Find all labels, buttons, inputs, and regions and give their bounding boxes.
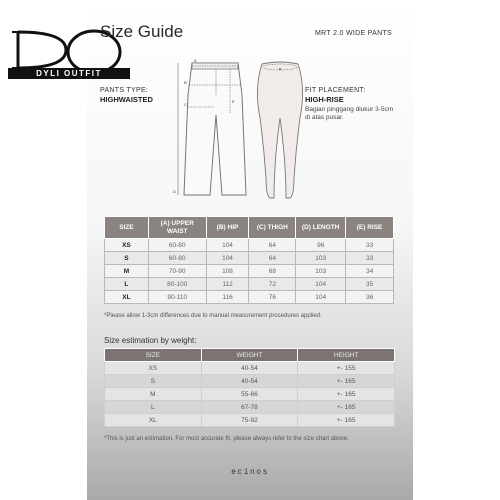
cell-rise: 33 xyxy=(346,252,394,265)
cell-hip: 112 xyxy=(206,278,249,291)
cell-rise: 36 xyxy=(346,291,394,304)
marker-e: E xyxy=(232,99,235,104)
header-upper-waist: (A) UPPER WAIST xyxy=(148,217,206,239)
size-chart-table xyxy=(104,216,394,304)
header-thigh: (C) THIGH xyxy=(249,217,296,239)
cell-thigh: 68 xyxy=(249,265,296,278)
cell-height: +- 165 xyxy=(298,388,395,401)
weight-estimation-table xyxy=(104,348,395,427)
cell-rise: 35 xyxy=(346,278,394,291)
cell-length: 104 xyxy=(296,291,346,304)
marker-d: D xyxy=(173,189,176,194)
table-row xyxy=(105,388,395,401)
header-size: SIZE xyxy=(105,349,202,362)
cell-height: +- 155 xyxy=(298,362,395,375)
cell-upper-waist: 80-100 xyxy=(148,278,206,291)
table-row xyxy=(105,265,394,278)
fit-placement-note: Bagian pinggang diukur 3-5cm di atas pusar. xyxy=(305,106,394,121)
cell-size: M xyxy=(105,388,202,401)
cell-rise: 34 xyxy=(346,265,394,278)
size-chart-header-row xyxy=(105,217,394,239)
table-row xyxy=(105,291,394,304)
logo-text: DYLI OUTFIT xyxy=(36,69,102,78)
cell-thigh: 64 xyxy=(249,252,296,265)
cell-weight: 75-92 xyxy=(201,414,298,427)
cell-thigh: 64 xyxy=(249,239,296,252)
cell-upper-waist: 70-90 xyxy=(148,265,206,278)
cell-thigh: 76 xyxy=(249,291,296,304)
pants-type-label: PANTS TYPE: xyxy=(100,87,149,94)
header-size: SIZE xyxy=(105,217,149,239)
cell-size: XL xyxy=(105,291,149,304)
cell-weight: 67-78 xyxy=(201,401,298,414)
cell-weight: 40-54 xyxy=(201,375,298,388)
header-hip: (B) HIP xyxy=(206,217,249,239)
cell-thigh: 72 xyxy=(249,278,296,291)
cell-length: 103 xyxy=(296,265,346,278)
product-name: MRT 2.0 WIDE PANTS xyxy=(315,30,392,37)
cell-height: +- 165 xyxy=(298,375,395,388)
fit-placement-value: HIGH-RISE xyxy=(305,95,344,104)
weight-section-title: Size estimation by weight: xyxy=(104,336,197,345)
cell-upper-waist: 60-80 xyxy=(148,252,206,265)
fit-placement-block xyxy=(305,87,400,122)
cell-size: S xyxy=(105,375,202,388)
cell-size: XL xyxy=(105,414,202,427)
cell-weight: 55-66 xyxy=(201,388,298,401)
cell-size: L xyxy=(105,401,202,414)
cell-length: 96 xyxy=(296,239,346,252)
table-row xyxy=(105,362,395,375)
table-row xyxy=(105,278,394,291)
header-rise: (E) RISE xyxy=(346,217,394,239)
header-weight: WEIGHT xyxy=(201,349,298,362)
cell-size: XS xyxy=(105,239,149,252)
marker-b: B xyxy=(184,80,187,85)
cell-size: L xyxy=(105,278,149,291)
cell-height: +- 165 xyxy=(298,401,395,414)
pants-type-value: HIGHWAISTED xyxy=(100,95,153,104)
weight-footnote: *This is just an estimation. For most accurate fit, please always refer to the size chart above. xyxy=(104,436,349,442)
table-row xyxy=(105,375,395,388)
table-row xyxy=(105,414,395,427)
cell-length: 104 xyxy=(296,278,346,291)
cell-length: 103 xyxy=(296,252,346,265)
weight-header-row xyxy=(105,349,395,362)
header-height: HEIGHT xyxy=(298,349,395,362)
cell-rise: 33 xyxy=(346,239,394,252)
pants-type-block xyxy=(100,87,153,104)
marker-c: C xyxy=(184,102,187,107)
cell-hip: 108 xyxy=(206,265,249,278)
header-length: (D) LENGTH xyxy=(296,217,346,239)
cell-size: S xyxy=(105,252,149,265)
table-row xyxy=(105,239,394,252)
cell-weight: 40-54 xyxy=(201,362,298,375)
table-row xyxy=(105,401,395,414)
cell-hip: 104 xyxy=(206,239,249,252)
cell-size: XS xyxy=(105,362,202,375)
table-row xyxy=(105,252,394,265)
page-title: Size Guide xyxy=(100,22,184,41)
body-legs-figure xyxy=(250,58,310,203)
pants-diagram xyxy=(170,55,260,205)
fit-placement-label: FIT PLACEMENT: xyxy=(305,87,366,94)
cell-size: M xyxy=(105,265,149,278)
cell-height: +- 165 xyxy=(298,414,395,427)
brand-footer: ecinos xyxy=(231,468,269,477)
logo-text-band xyxy=(8,68,130,79)
marker-a: A xyxy=(194,58,197,63)
cell-upper-waist: 90-110 xyxy=(148,291,206,304)
size-chart-footnote: *Please allow 1-3cm differences due to manual measurement procedures applied. xyxy=(104,313,322,319)
cell-hip: 104 xyxy=(206,252,249,265)
cell-upper-waist: 60-80 xyxy=(148,239,206,252)
cell-hip: 116 xyxy=(206,291,249,304)
